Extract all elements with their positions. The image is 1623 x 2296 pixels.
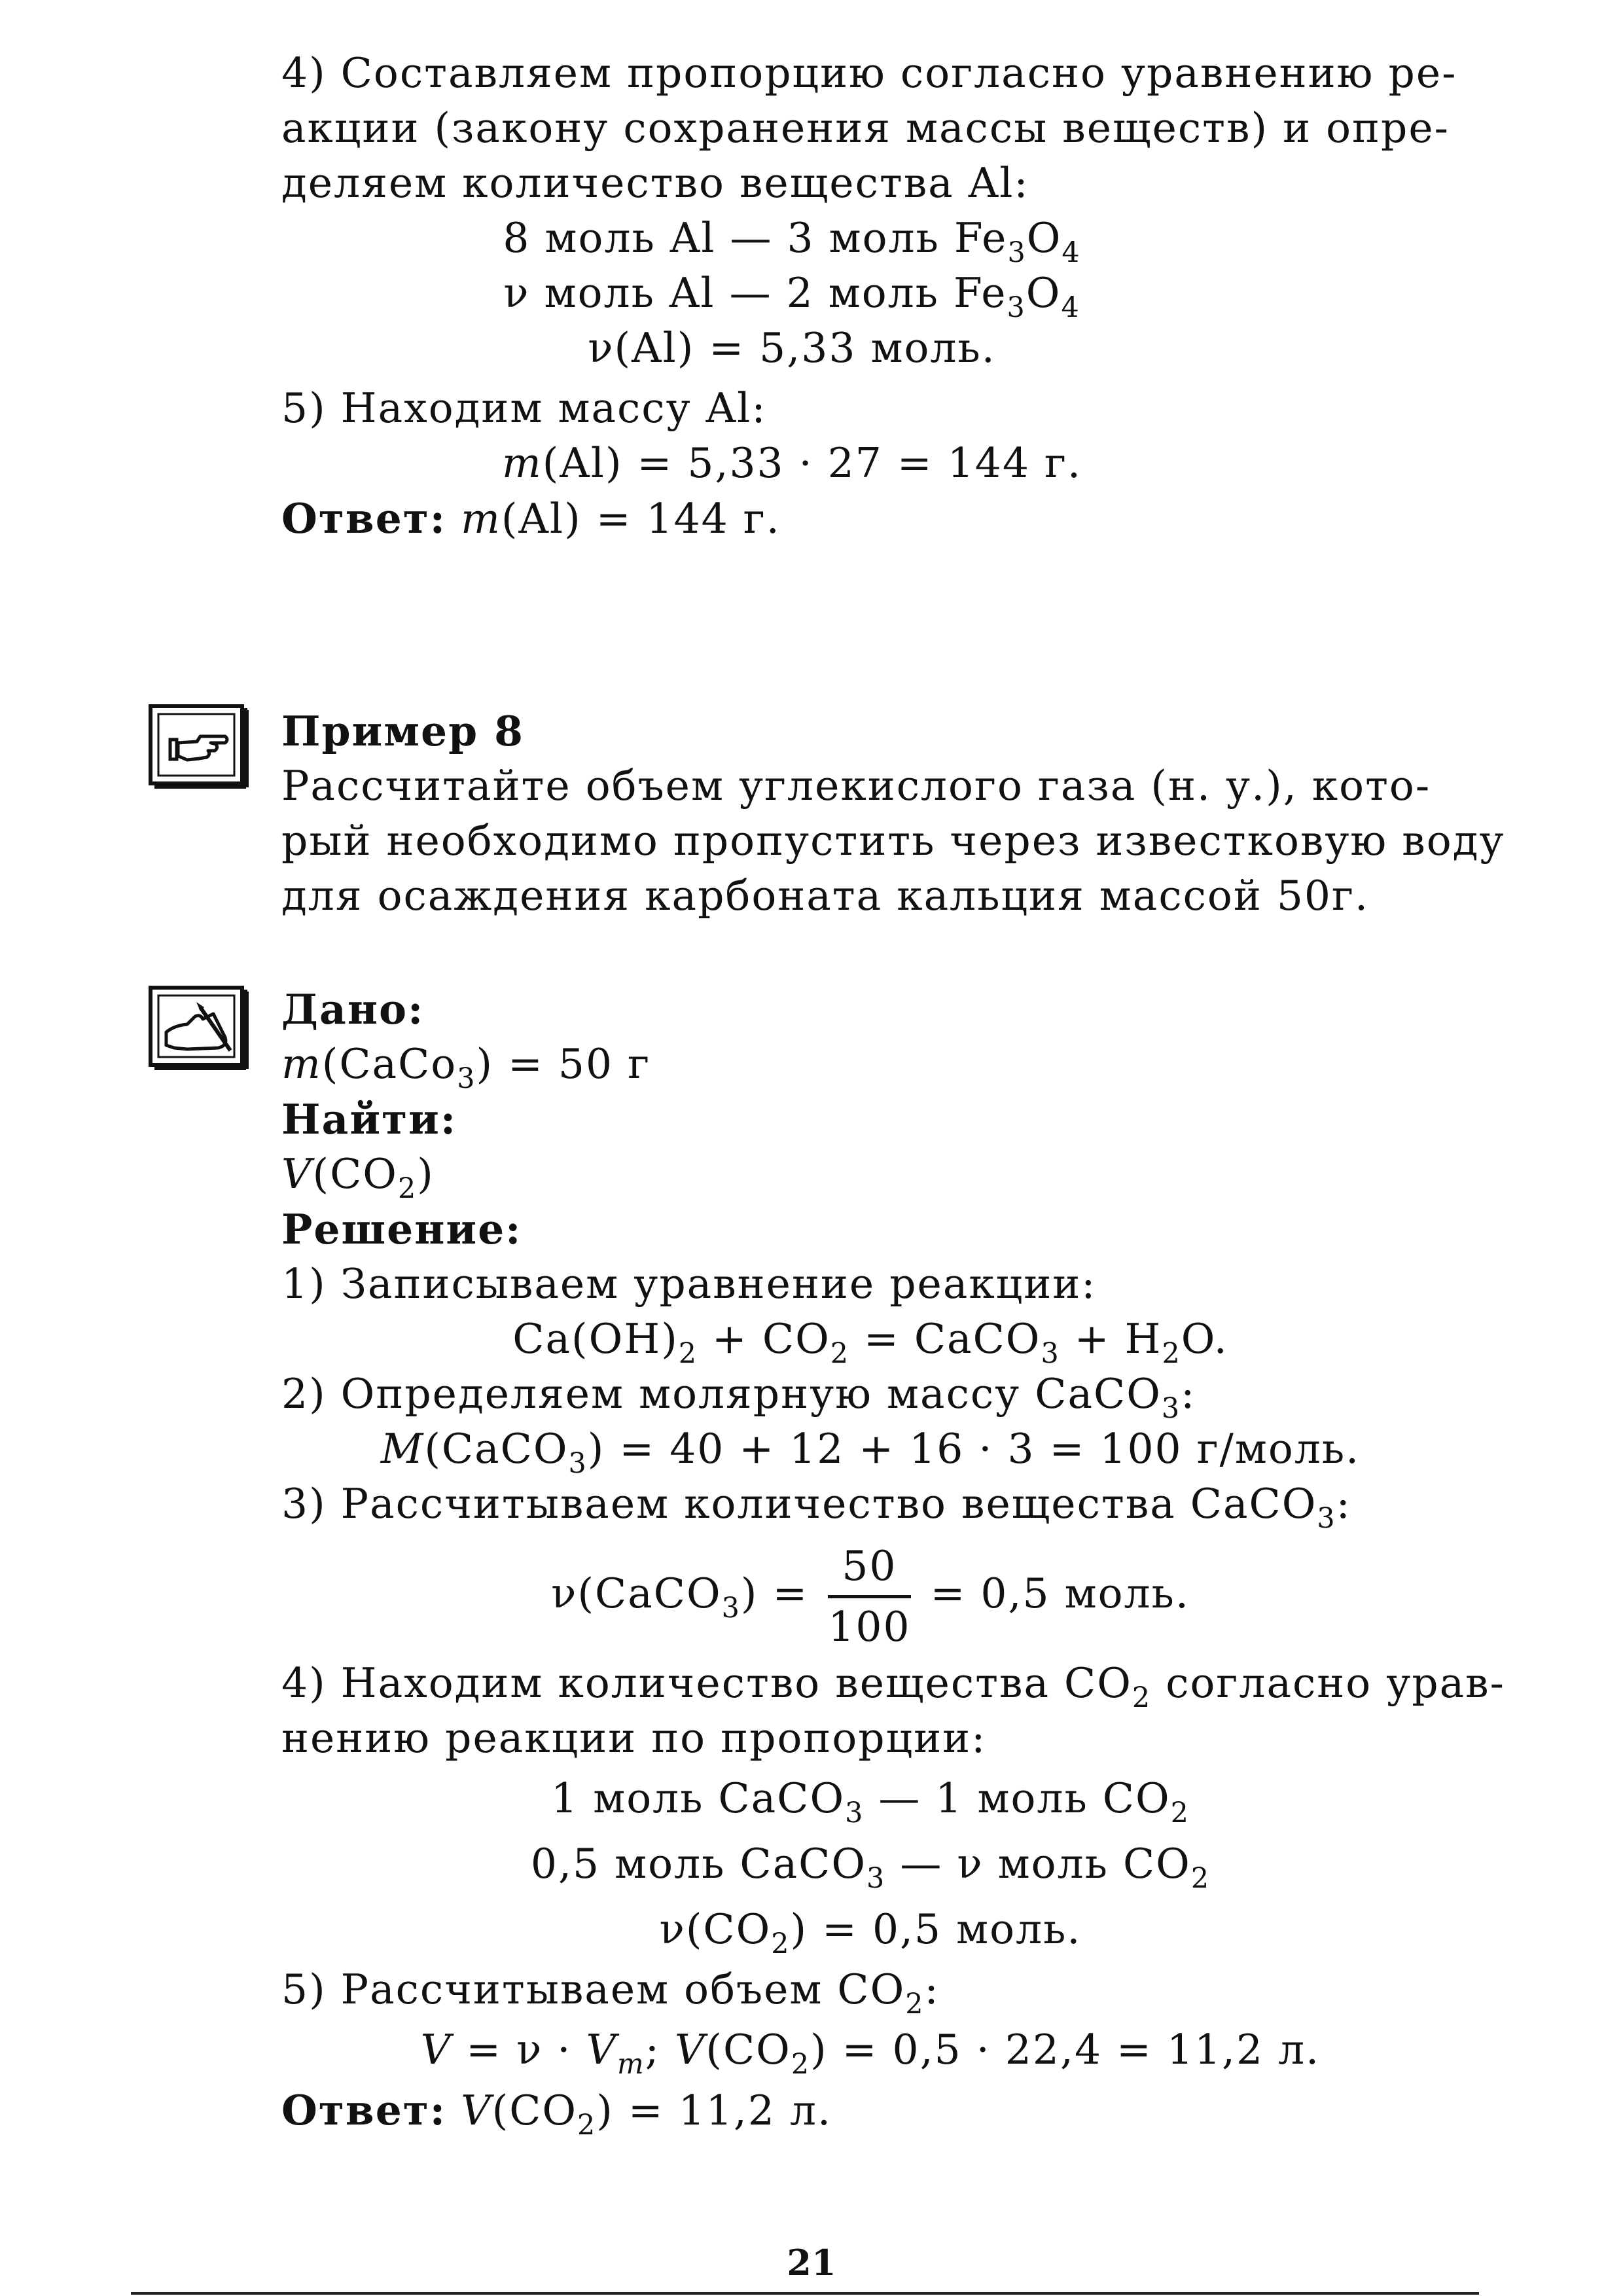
final-answer: Ответ: $V(CO_2) = 11,2$ л. — [281, 2086, 832, 2142]
example-text-line1: Рассчитайте объем углекислого газа (н. у.), кото- — [281, 762, 1431, 810]
solution-step4-line2: нению реакции по пропорции: — [281, 1714, 987, 1762]
fraction-formula: ν(CaCO$_3$) = $\frac{50}{100}$ = 0,5 моль. — [281, 1532, 1459, 1656]
molar-mass-formula: M(CaCO$_3$) = 40 + 12 + 16 · 3 = 100 г/моль. — [380, 1425, 1361, 1480]
solution-step2: 2) Определяем молярную массу CaCO$_3$: — [281, 1370, 1196, 1425]
step4-line2: акции (закону сохранения массы веществ) и опре- — [281, 104, 1450, 152]
fraction — [828, 1537, 910, 1656]
bottom-rule — [131, 2292, 1479, 2295]
solution-step1: 1) Записываем уравнение реакции: — [281, 1260, 1097, 1308]
given-label: Дано: — [281, 985, 425, 1033]
solution-label: Решение: — [281, 1205, 522, 1253]
solution-step5: 5) Рассчитываем объем $CO_2$: — [281, 1965, 940, 2020]
volume-formula: $V = \nu \cdot V_m$; $V(CO_2) = 0,5 \cdot 22,4 = 11,2$ л. — [420, 2026, 1321, 2081]
reaction-equation: $Ca(OH)_2 + CO_2$ = CaCO$_3$ + $H_2O$. — [512, 1315, 1228, 1370]
page-number: 21 — [787, 2242, 836, 2284]
fraction-denominator: 100 — [828, 1603, 911, 1651]
proportion-line2: ν моль Al — 2 моль $Fe_3O_4$ — [503, 269, 1080, 324]
fraction-numerator: 50 — [828, 1537, 910, 1598]
co2-proportion-line1: 1 моль CaCO$_3$ — 1 моль $CO_2$ — [551, 1774, 1190, 1829]
nu-al-result: ν(Al) = 5,33 моль. — [588, 324, 996, 372]
previous-solution — [281, 46, 1459, 547]
example-text-line3: для осаждения карбоната кальция массой 50г. — [281, 872, 1370, 920]
find-value: $V(CO_2)$ — [281, 1150, 435, 1205]
proportion-line1: 8 моль Al — 3 моль $Fe_3O_4$ — [503, 214, 1081, 269]
given-value: m(CaCo$_3$) = 50 г — [281, 1040, 651, 1095]
example-title: Пример 8 — [281, 707, 524, 755]
example-8 — [281, 704, 1505, 924]
solution-step3: 3) Рассчитываем количество вещества CaCO$_3$: — [281, 1480, 1351, 1535]
mass-formula: m(Al) = 5,33 · 27 = 144 г. — [501, 439, 1082, 487]
answer-line: Ответ: m(Al) = 144 г. — [281, 494, 781, 543]
solution-step4-line1: 4) Находим количество вещества $CO_2$ согласно урав- — [281, 1659, 1505, 1714]
nu-co2-result: $\nu(CO_2) = 0,5$ моль. — [659, 1905, 1082, 1960]
find-label: Найти: — [281, 1095, 457, 1143]
writing-hand-icon — [148, 985, 251, 1073]
step4-line3: деляем количество вещества Al: — [281, 159, 1029, 207]
example-text-line2: рый необходимо пропустить через известковую воду — [281, 817, 1505, 865]
pointing-hand-icon — [148, 704, 251, 792]
solution-block — [281, 982, 1505, 2142]
co2-proportion-line2: 0,5 моль CaCO$_3$ — ν моль $CO_2$ — [530, 1840, 1211, 1895]
step5-line: 5) Находим массу Al: — [281, 384, 767, 432]
step4-line1: 4) Составляем пропорцию согласно уравнению ре- — [281, 49, 1457, 97]
